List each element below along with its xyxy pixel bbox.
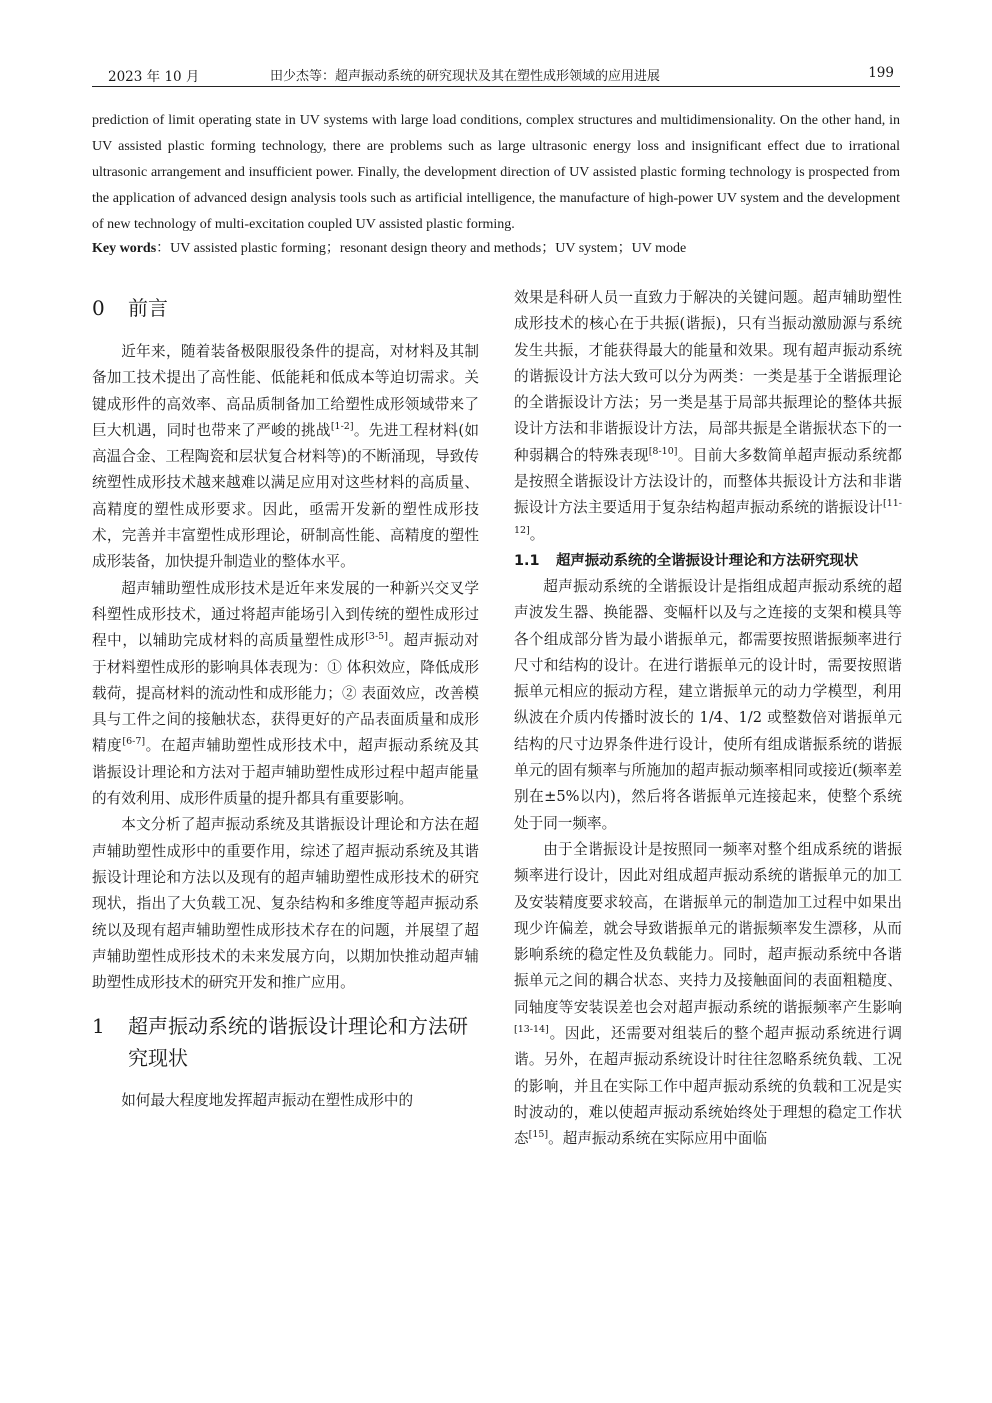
paragraph: 超声振动系统的全谐振设计是指组成超声振动系统的超声波发生器、换能器、变幅杆以及与之连接的支架和模具等各个组成部分皆为最小谐振单元，都需要按照谐振频率进行尺寸和结构的设计。在进行谐振单元的设计时，需要按照谐振单元相应的振动方程，建立谐振单元的动力学模型，利用纵波在介质内传播时波长的 1/4、1/2 或整数倍对谐振单元结构的尺寸边界条件进行设计，使所有组成谐振系统的谐振单元的固有频率与所施加的超声振动频率相同或接近(频率差别在±5%以内)，然后将各谐振单元连接起来，使整个系统处于同一频率。 (514, 577, 902, 832)
subsection-title: 超声振动系统的全谐振设计理论和方法研究现状 (556, 552, 859, 569)
section-1-title: 超声振动系统的谐振设计理论和方法研究现状 (128, 1014, 468, 1071)
paragraph: 由于全谐振设计是按照同一频率对整个组成系统的谐振频率进行设计，因此对组成超声振动系统的谐振单元的加工及安装精度要求较高，在谐振单元的制造加工过程中如果出现少许偏差，就会导致谐振单元的谐振频率发生漂移，从而影响系统的稳定性及负载能力。同时，超声振动系统中各谐振单元之间的耦合状态、夹持力及接触面间的表面粗糙度、同轴度等安装误差也会对超声振动系统的谐振频率产生影响[13-14]。因此，还需要对组装后的整个超声振动系统进行调谐。另外，在超声振动系统设计时往往忽略系统负载、工况的影响，并且在实际工作中超声振动系统的负载和工况是实时波动的，难以使超声振动系统始终处于理想的稳定工作状态[15]。超声振动系统在实际应用中面临 (514, 840, 902, 1148)
citation: [15] (528, 1129, 549, 1141)
paragraph: 近年来，随着装备极限服役条件的提高，对材料及其制备加工技术提出了高性能、低能耗和低成本等迫切需求。关键成形件的高效率、高品质制备加工给塑性成形领域带来了巨大机遇，同时也带来了严峻的挑战[1-2]。先进工程材料(如高温合金、工程陶瓷和层状复合材料等)的不断涌现，导致传统塑性成形技术越来越难以满足应用对这些材料的高质量、高精度的塑性成形要求。因此，亟需开发新的塑性成形技术，完善并丰富塑性成形理论，研制高性能、高精度的塑性成形装备，加快提升制造业的整体水平。 (92, 343, 479, 571)
citation: [13-14] (514, 1024, 549, 1036)
citation: [8-10] (648, 445, 678, 457)
paragraph: 超声辅助塑性成形技术是近年来发展的一种新兴交叉学科塑性成形技术，通过将超声能场引入到传统的塑性成形过程中，以辅助完成材料的高质量塑性成形[3-5]。超声振动对于材料塑性成形的影响具体表现为：① 体积效应，降低成形载荷，提高材料的流动性和成形能力；② 表面效应，改善模具与工件之间的接触状态，获得更好的产品表面质量和成形精度[6-7]。在超声辅助塑性成形技术中，超声振动系统及其谐振设计理论和方法对于超声辅助塑性成形过程中超声能量的有效利用、成形件质量的提升都具有重要影响。 (92, 579, 479, 808)
citation: [6-7] (122, 736, 146, 748)
page-number: 199 (868, 65, 894, 81)
subsection-number: 1.1 (514, 552, 540, 569)
running-header (92, 64, 900, 87)
citation: [1-2] (330, 421, 354, 433)
paragraph: 效果是科研人员一直致力于解决的关键问题。超声辅助塑性成形技术的核心在于共振(谐振)，只有当振动激励源与系统发生共振，才能获得最大的能量和效果。现有超声振动系统的谐振设计方法大致可以分为两类：一类是基于全谐振理论的全谐振设计方法；另一类是基于局部共振理论的整体共振设计方法和非谐振设计方法，局部共振是全谐振状态下的一种弱耦合的特殊表现[8-10]。目前大多数简单超声振动系统都是按照全谐振设计方法设计的，而整体共振设计方法和非谐振设计方法主要适用于复杂结构超声振动系统的谐振设计[11-12]。 (514, 289, 902, 543)
section-0-heading (92, 292, 479, 324)
left-column (92, 292, 479, 1115)
abstract-text: prediction of limit operating state in UV systems with large load conditions, complex structures and multidimensionality. On the other hand, in UV assisted plastic forming technology, there are problems such as large ultrasonic energy loss and insignificant effect due to irrational ultrasonic arrangement and insufficient power. Finally, the development direction of UV assisted plastic forming technology is prospected from the application of advanced design analysis tools such as artificial intelligence, the manufacture of high-power UV system and the development of new technology of multi-excitation coupled UV assisted plastic forming. (92, 113, 900, 232)
keywords-list: ：UV assisted plastic forming；resonant design theory and methods；UV system；UV mode (156, 241, 687, 256)
header-date: 2023 年 10 月 (108, 69, 200, 85)
section-0-number: 0 (92, 296, 105, 320)
keywords-label: Key words (92, 241, 157, 256)
section-1-heading (92, 1010, 479, 1074)
citation: [3-5] (365, 631, 388, 643)
header-title: 田少杰等：超声振动系统的研究现状及其在塑性成形领域的应用进展 (270, 69, 661, 84)
section-0-title: 前言 (128, 296, 168, 320)
citation: [11-12] (514, 498, 902, 536)
paragraph: 本文分析了超声振动系统及其谐振设计理论和方法在超声辅助塑性成形中的重要作用，综述了超声振动系统及其谐振设计理论和方法以及现有的超声辅助塑性成形技术的研究现状，指出了大负载工况、复杂结构和多维度等超声振动系统以及现有超声辅助塑性成形技术存在的问题，并展望了超声辅助塑性成形技术的未来发展方向，以期加快推动超声辅助塑性成形技术的研究开发和推广应用。 (92, 816, 479, 992)
paragraph: 如何最大程度地发挥超声振动在塑性成形中的 (121, 1092, 414, 1110)
right-column (514, 285, 902, 1153)
keywords-line (92, 236, 900, 262)
subsection-1-1-heading (514, 548, 902, 574)
section-1-number: 1 (92, 1014, 105, 1039)
